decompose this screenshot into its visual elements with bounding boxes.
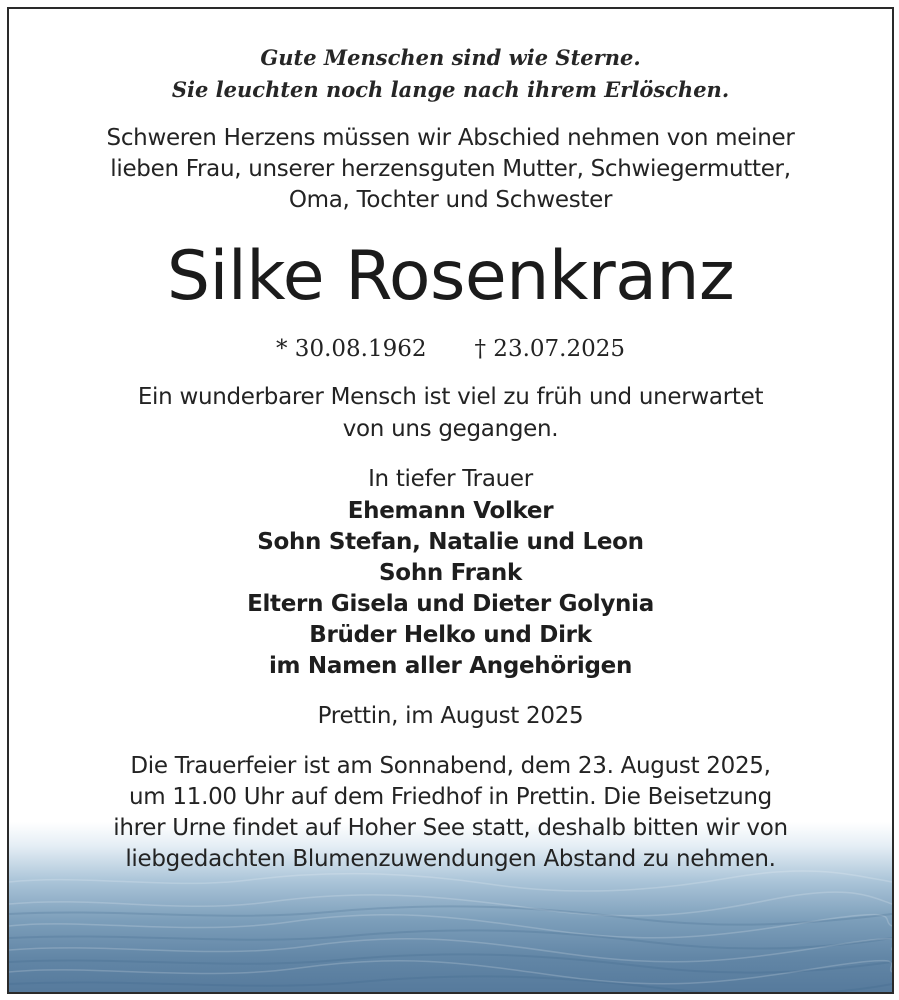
intro-line-2: lieben Frau, unserer herzensguten Mutter, Schwiegermutter, — [110, 156, 791, 182]
tribute-line-2: von uns gegangen. — [342, 416, 559, 442]
mourner-name: Ehemann Volker — [347, 498, 554, 524]
death-date: † 23.07.2025 — [474, 336, 625, 362]
service-line-2: um 11.00 Uhr auf dem Friedhof in Prettin. Die Beisetzung — [129, 784, 772, 810]
service-line-1: Die Trauerfeier ist am Sonnabend, dem 23. August 2025, — [130, 753, 771, 779]
place-and-date: Prettin, im August 2025 — [317, 703, 584, 729]
tribute-line-1: Ein wunderbarer Mensch ist viel zu früh und unerwartet — [137, 384, 764, 410]
life-dates — [9, 336, 892, 362]
mourner-name: Brüder Helko und Dirk — [309, 622, 592, 648]
mourner-name: im Namen aller Angehörigen — [268, 653, 633, 679]
motto-line-2: Sie leuchten noch lange nach ihrem Erlöschen. — [171, 77, 730, 102]
mourner-name: Eltern Gisela und Dieter Golynia — [247, 591, 654, 617]
intro-line-3: Oma, Tochter und Schwester — [288, 187, 613, 213]
mourner-name: Sohn Stefan, Natalie und Leon — [257, 529, 644, 555]
intro-line-1: Schweren Herzens müssen wir Abschied nehmen von meiner — [106, 125, 795, 151]
mourning-heading: In tiefer Trauer — [368, 466, 533, 492]
service-line-3: ihrer Urne findet auf Hoher See statt, deshalb bitten wir von — [113, 815, 788, 841]
birth-date: * 30.08.1962 — [276, 336, 427, 362]
motto-line-1: Gute Menschen sind wie Sterne. — [260, 45, 641, 70]
mourner-name: Sohn Frank — [379, 560, 522, 586]
deceased-name: Silke Rosenkranz — [166, 237, 735, 316]
obituary-frame — [7, 7, 894, 994]
service-line-4: liebgedachten Blumenzuwendungen Abstand zu nehmen. — [125, 846, 776, 872]
